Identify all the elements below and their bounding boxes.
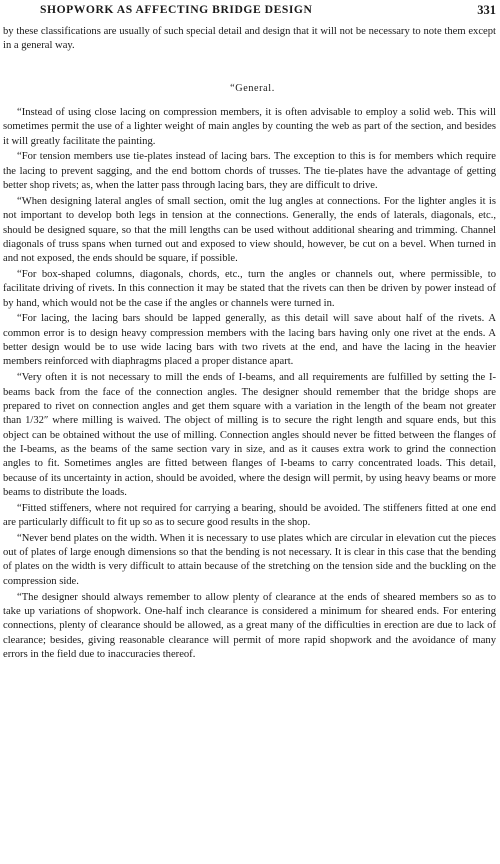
paragraph-box-columns: “For box-shaped columns, diagonals, chords, etc., turn the angles or channels out, where permissible, to facilitate driving of rivets. In this connection it may be stated that the rivets can then be driven by power instead of by hand, which would not be the case if the angles or channels were turned in. (3, 268, 496, 309)
page-number: 331 (477, 3, 496, 17)
paragraph-lateral-angles: “When designing lateral angles of small section, omit the lug angles at connections. For the lighter angles it is not important to develop both legs in tension at the connections. Generally, the ends of laterals, diagonals, etc., should be designed square, so that the mill lengths can be used without additional shearing and trimming. Channel diagonals of truss spans when turned out and exposed to view should, however, be cut on a bevel. When turned in and not exposed, the ends should be square, if possible. (3, 195, 496, 265)
paragraph-tie-plates: “For tension members use tie-plates instead of lacing bars. The exception to this is for members which require the lacing to prevent sagging, and the end bottom chords of trusses. The tie-plates have the advantage of getting better shop rivets; as, when the latter pass through lacing bars, they are difficult to drive. (3, 151, 496, 192)
paragraph-solid-web: “Instead of using close lacing on compression members, it is often advisable to employ a solid web. This will sometimes permit the use of a lighter weight of main angles by counting the web as part of the section, and besides it will greatly facilitate the painting. (3, 107, 496, 147)
paragraph-bend-plates: “Never bend plates on the width. When it is necessary to use plates which are circular in elevation cut the pieces out of plates of large enough dimensions so that the bending is not necessary. It is clear in this case that the bending of plates on the width is very difficult to attain because of the stretching on the tension side and the buckling on the compression side. (3, 532, 496, 587)
section-heading: “General. (230, 82, 275, 94)
body-text (3, 25, 496, 664)
paragraph-lacing: “For lacing, the lacing bars should be lapped generally, as this detail will save about half of the rivets. A common error is to design heavy compression members with the lacing bars having only one rivet at the ends. A better design would be to use wide lacing bars with two rivets at the end, and have the lacing in the heavier members reinforced with diaphragms placed a proper distance apart. (3, 313, 496, 368)
paragraph-clearance: “The designer should always remember to allow plenty of clearance at the ends of sheared members so as to take up variations of shopwork. One-half inch clearance is considered a minimum for sheared ends. For entering connections, plenty of clearance should be allowed, as a great many of the difficulties in erection are due to lack of clearance; besides, giving reasonable clearance will permit of more rapid shopwork and the avoidance of many errors in the field due to inaccuracies thereof. (3, 591, 496, 660)
paragraph-fitted-stiffeners: “Fitted stiffeners, where not required for carrying a bearing, should be avoided. The stiffeners fitted at one end are particularly difficult to fit up so as to secure good results in the shop. (3, 502, 496, 528)
running-title: SHOPWORK AS AFFECTING BRIDGE DESIGN (40, 3, 313, 16)
running-header (0, 3, 500, 21)
paragraph-i-beams: “Very often it is not necessary to mill the ends of I-beams, and all requirements are fulfilled by setting the I-beams back from the face of the connection angles. The designer should remember that the bridge shops are prepared to rivet on connection angles and get them square with a variation in the length of the beam not greater than 1/32″ where milling is waived. The object of milling is to secure the right length and square ends, but this object can be obtained without the use of milling. Connection angles should never be fitted between the flanges of the I-beams, as the beams of the same section vary in size, and as it causes extra work to grind the connection angles to fit. Sometimes angles are fitted between flanges of I-beams to carry concentrated loads. This detail, because of its uncertainty in action, should be avoided, where the design will permit, by using heavy beams or more beams to distribute the loads. (3, 372, 496, 498)
intro-paragraph: by these classifications are usually of such special detail and design that it will not be necessary to note them except in a general way. (3, 26, 496, 52)
